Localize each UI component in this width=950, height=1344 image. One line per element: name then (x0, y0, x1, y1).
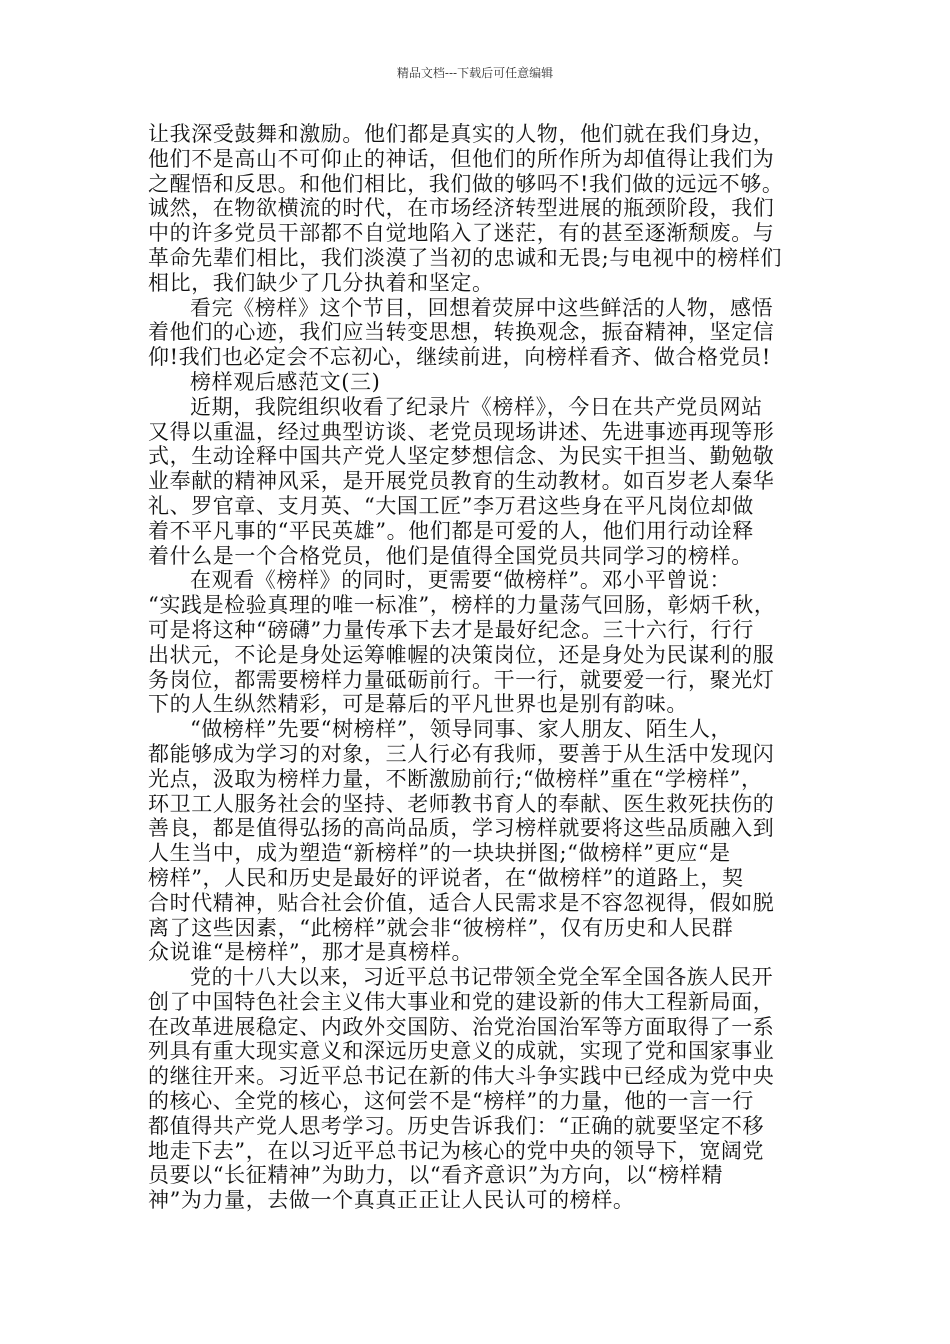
text-line: 榜样”，人民和历史是最好的评说者，在“做榜样”的道路上，契 (148, 865, 744, 890)
text-line: 式，生动诠释中国共产党人坚定梦想信念、为民实干担当、勤勉敬 (148, 444, 775, 469)
text-line: 可是将这种“磅礴”力量传承下去才是最好纪念。三十六行，行行 (148, 617, 754, 642)
text-line: 善良，都是值得弘扬的高尚品质，学习榜样就要将这些品质融入到 (148, 816, 775, 841)
text-line: 列具有重大现实意义和深远历史意义的成就，实现了党和国家事业 (148, 1039, 775, 1064)
text-line: 榜样观后感范文(三) (190, 369, 381, 394)
text-line: 在改革进展稳定、内政外交国防、治党治国治军等方面取得了一系 (148, 1014, 775, 1039)
text-line: 着什么是一个合格党员，他们是值得全国党员共同学习的榜样。 (148, 543, 753, 568)
text-line: 业奉献的精神风采，是开展党员教育的生动教材。如百岁老人秦华 (148, 469, 775, 494)
page-header: 精品文档---下载后可任意编辑 (396, 66, 554, 80)
text-line: 的核心、全党的核心，这何尝不是“榜样”的力量，他的一言一行 (148, 1089, 754, 1114)
text-line: “实践是检验真理的唯一标准”，榜样的力量荡气回肠，彰炳千秋， (148, 593, 776, 618)
text-line: 地走下去”，在以习近平总书记为核心的党中央的领导下，宽阔党 (148, 1138, 765, 1163)
document-body (148, 122, 816, 1213)
text-line: 党的十八大以来，习近平总书记带领全党全军全国各族人民开 (190, 965, 774, 990)
text-line: 下的人生纵然精彩，可是幕后的平凡世界也是别有韵味。 (148, 692, 688, 717)
text-line: 近期，我院组织收看了纪录片《榜样》，今日在共产党员网站 (190, 394, 763, 419)
text-line: 离了这些因素，“此榜样”就会非“彼榜样”，仅有历史和人民群 (148, 915, 734, 940)
text-line: 员要以“长征精神”为助力，以“看齐意识”为方向，以“榜样精 (148, 1163, 724, 1188)
text-line: 神”为力量，去做一个真真正正让人民认可的榜样。 (148, 1188, 635, 1213)
text-line: 又得以重温，经过典型访谈、老党员现场讲述、先进事迹再现等形 (148, 419, 775, 444)
text-line: 的继往开来。习近平总书记在新的伟大斗争实践中已经成为党中央 (148, 1064, 775, 1089)
text-line: 着不平凡事的“平民英雄”。他们都是可爱的人，他们用行动诠释 (148, 518, 754, 543)
text-line: 人生当中，成为塑造“新榜样”的一块块拼图;“做榜样”更应“是 (148, 841, 731, 866)
text-line: 光点，汲取为榜样力量，不断激励前行;“做榜样”重在“学榜样”， (148, 766, 763, 791)
text-line: 中的许多党员干部都不自觉地陷入了迷茫，有的甚至逐渐颓废。与 (148, 221, 775, 246)
text-line: 创了中国特色社会主义伟大事业和党的建设新的伟大工程新局面， (148, 989, 775, 1014)
text-line: 出状元，不论是身处运筹帷幄的决策岗位，还是身处为民谋利的服 (148, 642, 775, 667)
text-line: 务岗位，都需要榜样力量砥砺前行。干一行，就要爱一行，聚光灯 (148, 667, 775, 692)
text-line: 着他们的心迹，我们应当转变思想，转换观念，振奋精神，坚定信 (148, 320, 775, 345)
text-line: 让我深受鼓舞和激励。他们都是真实的人物，他们就在我们身边， (148, 122, 775, 146)
text-line: 之醒悟和反思。和他们相比，我们做的够吗不!我们做的远远不够。 (148, 171, 784, 196)
text-line: 仰!我们也必定会不忘初心，继续前进，向榜样看齐、做合格党员! (148, 345, 771, 370)
text-line: 诚然，在物欲横流的时代，在市场经济转型进展的瓶颈阶段，我们 (148, 196, 775, 221)
text-line: 众说谁“是榜样”，那才是真榜样。 (148, 940, 474, 965)
text-line: “做榜样”先要“树榜样”，领导同事、家人朋友、陌生人， (190, 717, 733, 742)
text-line: 都能够成为学习的对象，三人行必有我师，要善于从生活中发现闪 (148, 741, 775, 766)
text-line: 合时代精神，贴合社会价值，适合人民需求是不容忽视得，假如脱 (148, 890, 775, 915)
text-line: 革命先辈们相比，我们淡漠了当初的忠诚和无畏;与电视中的榜样们 (148, 245, 783, 270)
text-line: 在观看《榜样》的同时，更需要“做榜样”。邓小平曾说： (190, 568, 732, 593)
text-line: 他们不是高山不可仰止的神话，但他们的所作所为却值得让我们为 (148, 146, 775, 171)
text-line: 看完《榜样》这个节目，回想着荧屏中这些鲜活的人物，感悟 (190, 295, 774, 320)
text-line: 相比，我们缺少了几分执着和坚定。 (148, 270, 494, 295)
text-line: 都值得共产党人思考学习。历史告诉我们：“正确的就要坚定不移 (148, 1113, 765, 1138)
text-line: 环卫工人服务社会的坚持、老师教书育人的奉献、医生救死扶伤的 (148, 791, 775, 816)
text-line: 礼、罗官章、支月英、“大国工匠”李万君这些身在平凡岗位却做 (148, 493, 754, 518)
